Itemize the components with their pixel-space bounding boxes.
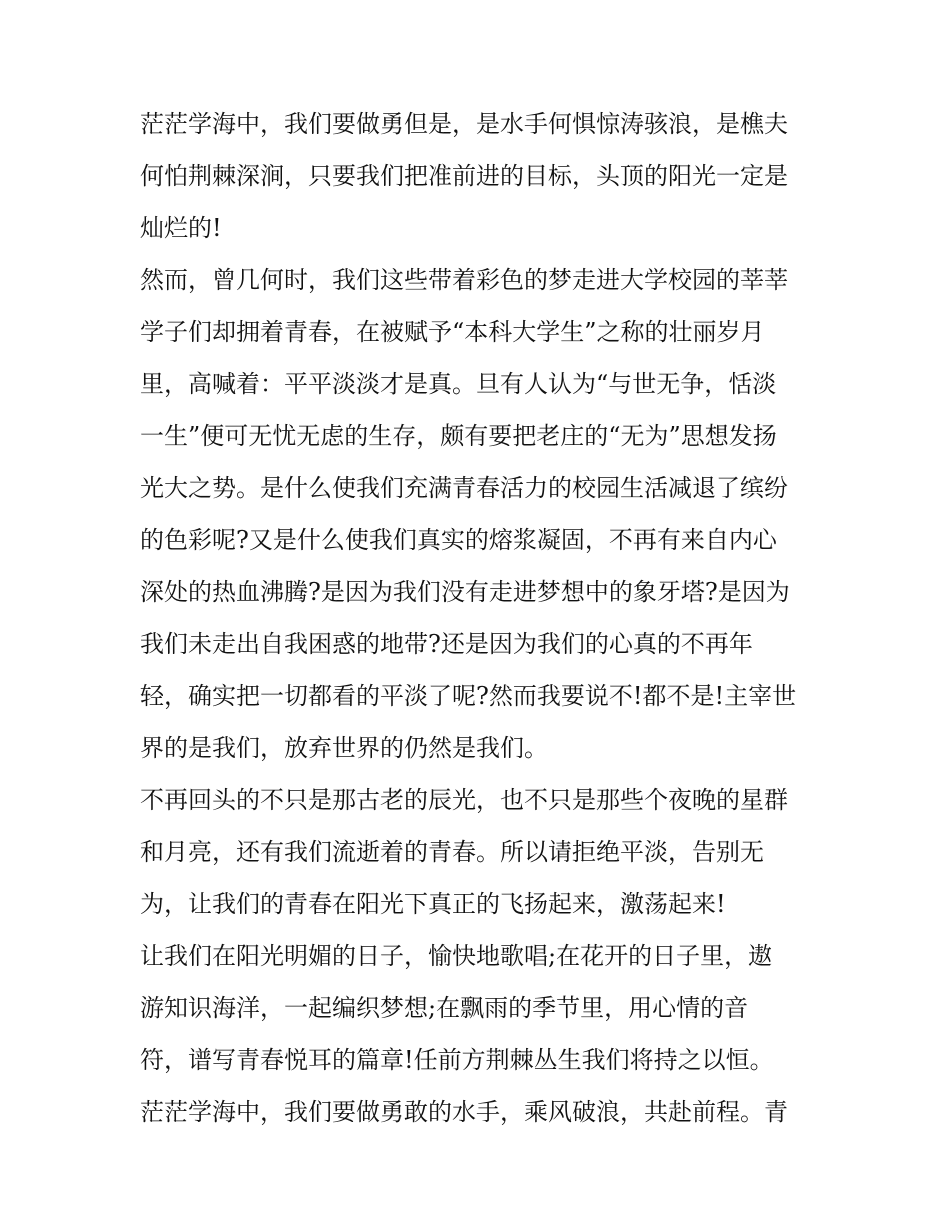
text-line: 为，让我们的青春在阳光下真正的飞扬起来，激荡起来! xyxy=(140,890,726,918)
text-line: 轻，确实把一切都看的平淡了呢?然而我要说不!都不是!主宰世 xyxy=(140,682,797,710)
text-line: 界的是我们，放弃世界的仍然是我们。 xyxy=(140,734,548,762)
text-line: 深处的热血沸腾?是因为我们没有走进梦想中的象牙塔?是因为 xyxy=(140,578,790,606)
text-line: 里，高喊着：平平淡淡才是真。旦有人认为“与世无争，恬淡 xyxy=(140,370,777,398)
text-line: 灿烂的! xyxy=(140,214,222,242)
text-line: 和月亮，还有我们流逝着的青春。所以请拒绝平淡，告别无 xyxy=(140,838,764,866)
text-line: 游知识海洋，一起编织梦想;在飘雨的季节里，用心情的音 xyxy=(140,994,749,1022)
text-line: 何怕荆棘深涧，只要我们把准前进的目标，头顶的阳光一定是 xyxy=(140,162,788,190)
text-line: 我们未走出自我困惑的地带?还是因为我们的心真的不再年 xyxy=(140,630,753,658)
text-line: 然而，曾几何时，我们这些带着彩色的梦走进大学校园的莘莘 xyxy=(140,266,788,294)
text-line: 让我们在阳光明媚的日子，愉快地歌唱;在花开的日子里，遨 xyxy=(140,942,773,970)
text-line: 光大之势。是什么使我们充满青春活力的校园生活减退了缤纷 xyxy=(140,474,788,502)
text-line: 茫茫学海中，我们要做勇但是，是水手何惧惊涛骇浪，是樵夫 xyxy=(140,110,788,138)
text-line: 符，谱写青春悦耳的篇章!任前方荆棘丛生我们将持之以恒。 xyxy=(140,1046,774,1074)
text-line: 学子们却拥着青春，在被赋予“本科大学生”之称的壮丽岁月 xyxy=(140,318,765,346)
text-line: 茫茫学海中，我们要做勇敢的水手，乘风破浪，共赴前程。青 xyxy=(140,1098,788,1126)
text-line: 的色彩呢?又是什么使我们真实的熔浆凝固，不再有来自内心 xyxy=(140,526,777,554)
text-line: 不再回头的不只是那古老的辰光，也不只是那些个夜晚的星群 xyxy=(140,786,788,814)
text-line: 一生”便可无忧无虑的生存，颇有要把老庄的“无为”思想发扬 xyxy=(140,422,777,450)
